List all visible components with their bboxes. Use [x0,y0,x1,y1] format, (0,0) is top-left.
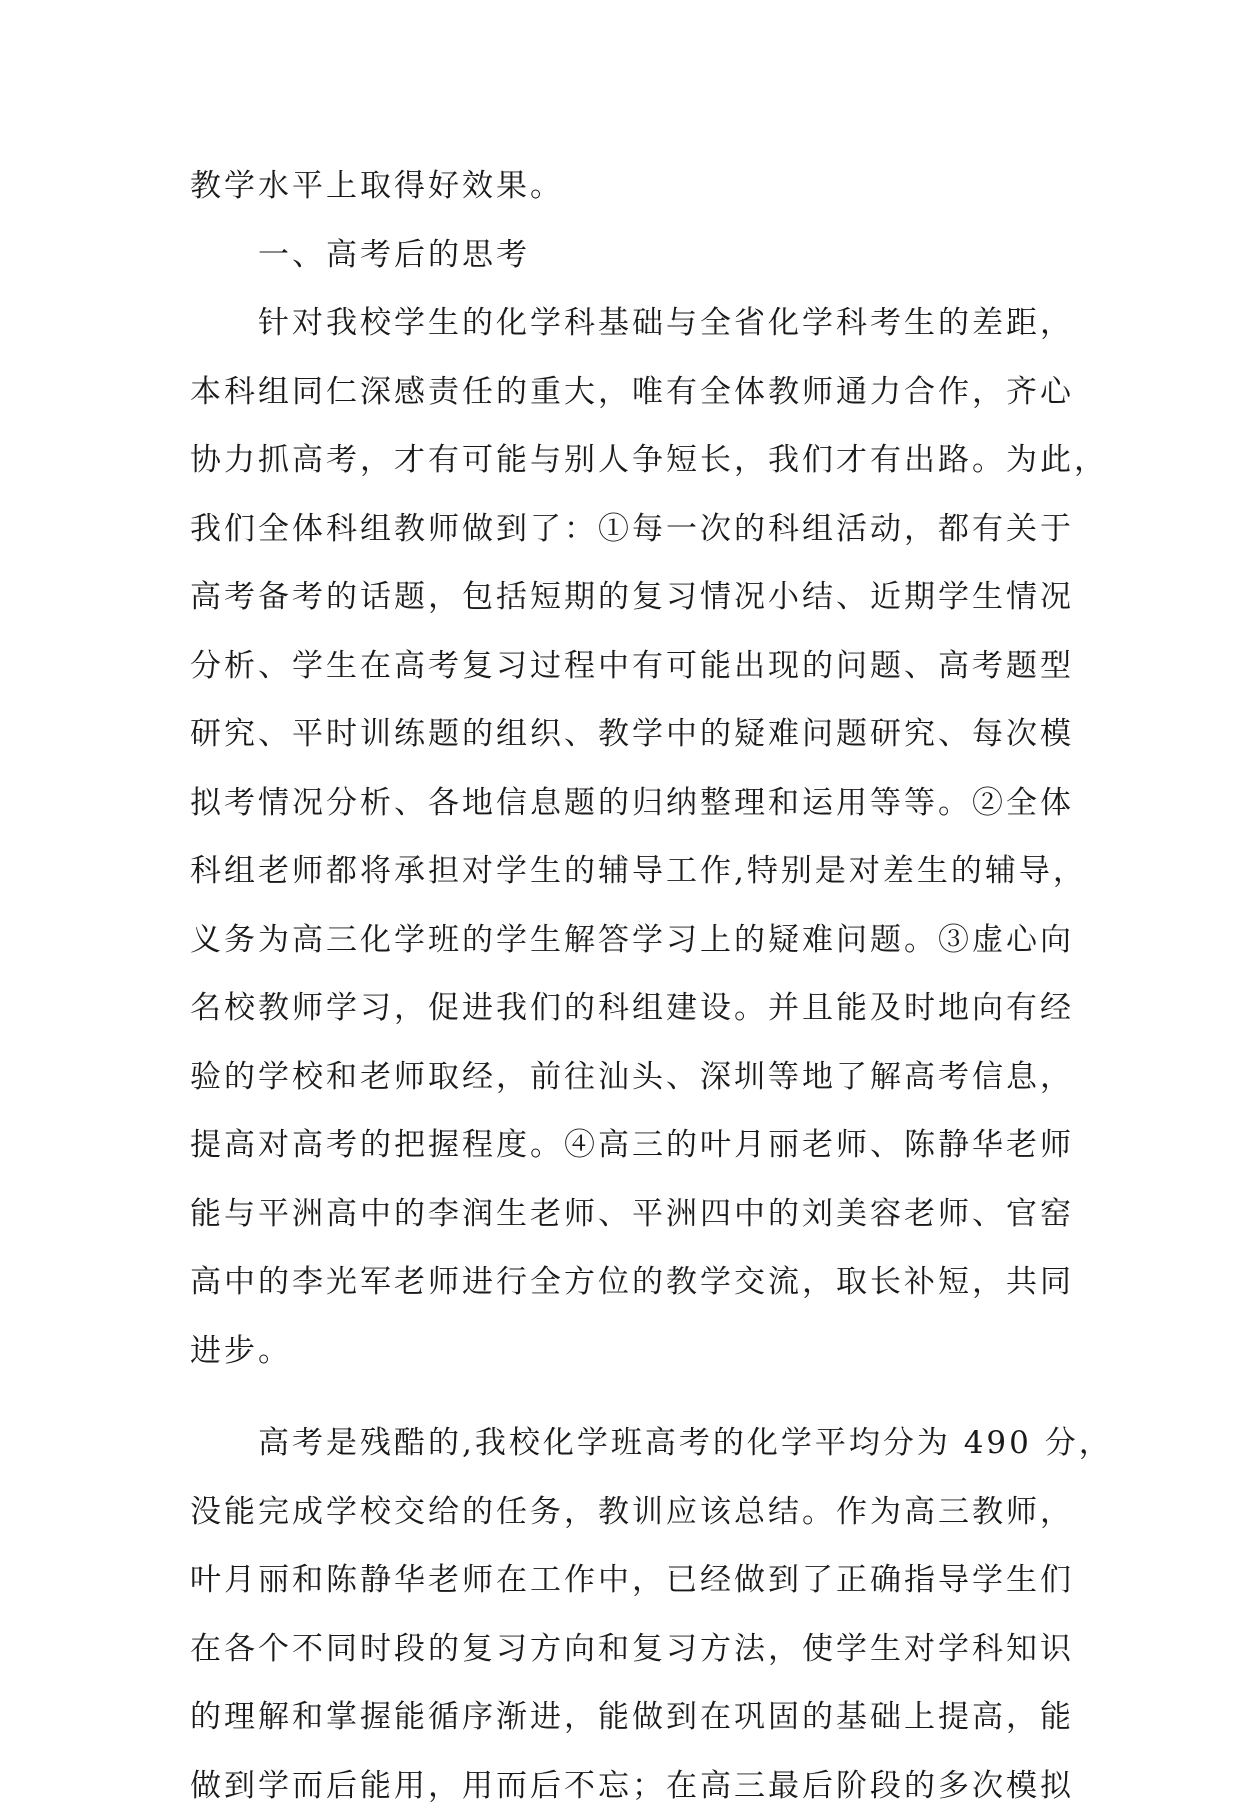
document-body [190,152,1050,1820]
text-line: 名校教师学习，促进我们的科组建设。并且能及时地向有经 [190,974,1050,1043]
text-line: 教学水平上取得好效果。 [190,152,1050,221]
text-line: 高考是残酷的,我校化学班高考的化学平均分为 490 分， [190,1409,1050,1478]
text-line: 义务为高三化学班的学生解答学习上的疑难问题。③虚心向 [190,906,1050,975]
text-line: 科组老师都将承担对学生的辅导工作,特别是对差生的辅导， [190,837,1050,906]
text-line: 高中的李光军老师进行全方位的教学交流，取长补短，共同 [190,1248,1050,1317]
text-line: 高考备考的话题，包括短期的复习情况小结、近期学生情况 [190,563,1050,632]
text-line: 在各个不同时段的复习方向和复习方法，使学生对学科知识 [190,1615,1050,1684]
text-line: 本科组同仁深感责任的重大，唯有全体教师通力合作，齐心 [190,358,1050,427]
text-line: 验的学校和老师取经，前往汕头、深圳等地了解高考信息， [190,1043,1050,1112]
paragraph-gap [190,1385,1050,1409]
text-line: 叶月丽和陈静华老师在工作中，已经做到了正确指导学生们 [190,1546,1050,1615]
text-line: 针对我校学生的化学科基础与全省化学科考生的差距， [190,289,1050,358]
text-line: 能与平洲高中的李润生老师、平洲四中的刘美容老师、官窑 [190,1180,1050,1249]
text-line: 提高对高考的把握程度。④高三的叶月丽老师、陈静华老师 [190,1111,1050,1180]
text-line: 分析、学生在高考复习过程中有可能出现的问题、高考题型 [190,632,1050,701]
text-line: 协力抓高考，才有可能与别人争短长，我们才有出路。为此， [190,426,1050,495]
text-line: 我们全体科组教师做到了：①每一次的科组活动，都有关于 [190,495,1050,564]
section-heading: 一、高考后的思考 [190,221,1050,290]
text-line: 的理解和掌握能循序渐进，能做到在巩固的基础上提高，能 [190,1683,1050,1752]
text-line: 拟考情况分析、各地信息题的归纳整理和运用等等。②全体 [190,769,1050,838]
text-line: 没能完成学校交给的任务，教训应该总结。作为高三教师， [190,1478,1050,1547]
text-line: 进步。 [190,1317,1050,1386]
text-line: 做到学而后能用，用而后不忘；在高三最后阶段的多次模拟 [190,1752,1050,1820]
text-line: 研究、平时训练题的组织、教学中的疑难问题研究、每次模 [190,700,1050,769]
